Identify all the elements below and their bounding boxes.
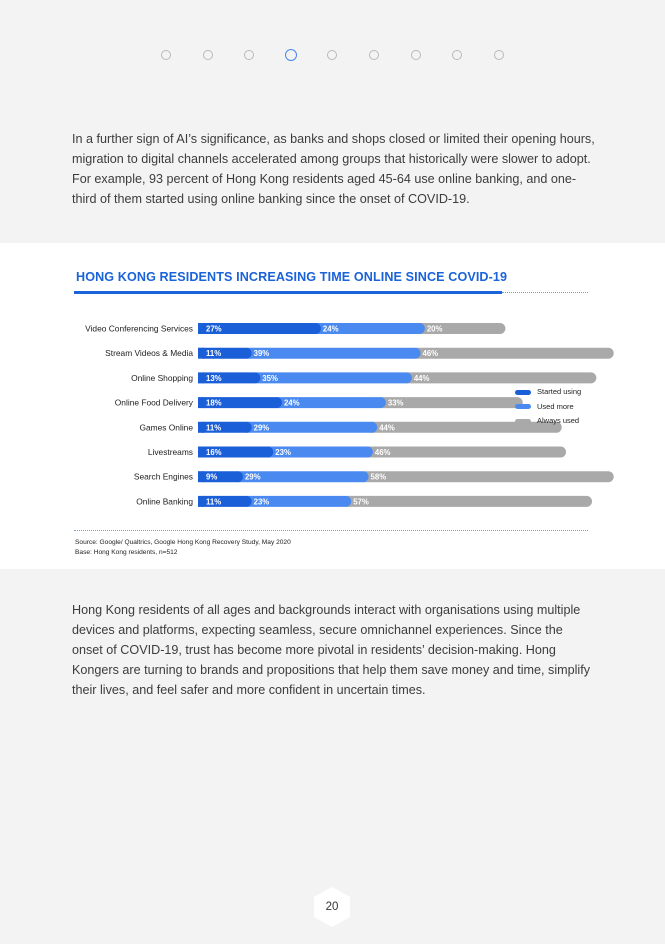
legend-item — [515, 385, 581, 400]
data-label: 11% — [206, 423, 222, 433]
data-label: 24% — [283, 398, 300, 408]
legend-label: Used more — [537, 401, 574, 411]
bar-segment-started-using-edge — [198, 422, 204, 433]
pagination-dot[interactable] — [203, 50, 213, 60]
data-label: 23% — [253, 497, 270, 507]
category-label: Stream Videos & Media — [105, 348, 193, 359]
pagination-dot-active[interactable] — [285, 49, 297, 61]
data-label: 58% — [370, 472, 387, 482]
data-label: 18% — [206, 398, 222, 408]
data-label: 46% — [374, 448, 391, 457]
pagination-dot[interactable] — [452, 50, 462, 60]
legend-item — [515, 400, 581, 415]
data-label: 20% — [426, 324, 443, 334]
data-label: 29% — [253, 423, 270, 433]
bar-segment-started-using — [198, 471, 243, 482]
outro-paragraph: Hong Kong residents of all ages and backgrounds interact with organisations using multiple devices and platforms, expecting seamless, secure omnichannel experiences. Since the onset of COVID-19, trust has become more pivotal in residents’ decision-making. Hong Kongers are turning to brands and propositions that help them save money and time, simplify their lives, and feel safer and more confident in uncertain times. — [72, 603, 591, 697]
data-label: 27% — [206, 324, 222, 334]
chart-panel — [0, 243, 665, 569]
pagination-dot[interactable] — [494, 50, 504, 60]
bar-segment-always-used — [359, 471, 614, 482]
legend-swatch — [515, 390, 531, 395]
data-label: 29% — [244, 472, 261, 482]
data-label: 23% — [275, 448, 291, 457]
category-label: Video Conferencing Services — [85, 323, 193, 334]
bar-segment-started-using-edge — [198, 323, 204, 334]
legend-swatch — [515, 419, 531, 424]
category-label: Games Online — [139, 422, 193, 433]
data-label: 44% — [379, 423, 395, 433]
data-label: 11% — [206, 497, 222, 507]
pagination-dot[interactable] — [411, 50, 421, 60]
bar-segment-always-used — [341, 496, 592, 507]
bar-segment-started-using-edge — [198, 447, 204, 458]
legend-item — [515, 414, 581, 429]
page-number: 20 — [325, 901, 339, 913]
data-label: 33% — [387, 398, 404, 408]
category-label: Online Food Delivery — [114, 397, 193, 408]
bar-segment-started-using-edge — [198, 372, 204, 383]
pagination-dots — [0, 50, 665, 64]
source-note: Source: Google/ Qualtrics, Google Hong Kong Recovery Study, May 2020 — [75, 539, 291, 546]
data-label: 35% — [262, 373, 278, 383]
data-label: 57% — [353, 497, 369, 507]
legend-label: Always used — [537, 416, 580, 425]
legend-label: Started using — [537, 387, 582, 396]
base-note: Base: Hong Kong residents, n=512 — [75, 549, 178, 556]
pagination-dot[interactable] — [369, 50, 379, 60]
bar-segment-started-using-edge — [198, 348, 204, 359]
bar-segment-always-used — [411, 348, 614, 359]
chart-legend — [515, 385, 581, 429]
data-label: 39% — [253, 349, 270, 359]
bar-segment-always-used — [363, 447, 566, 458]
data-label: 13% — [206, 373, 222, 383]
category-label: Online Shopping — [131, 372, 193, 383]
data-label: 9% — [206, 472, 218, 482]
legend-swatch — [515, 404, 531, 409]
bar-segment-always-used — [402, 372, 597, 383]
category-label: Online Banking — [136, 496, 193, 507]
category-label: Livestreams — [147, 447, 193, 457]
pagination-dot[interactable] — [327, 50, 337, 60]
bar-segment-started-using-edge — [198, 397, 204, 408]
bar-segment-started-using-edge — [198, 471, 204, 482]
data-label: 16% — [206, 448, 222, 457]
data-label: 11% — [206, 349, 222, 359]
pagination-dot[interactable] — [161, 50, 171, 60]
data-label: 44% — [413, 373, 430, 383]
data-label: 24% — [322, 324, 339, 334]
chart-title: HONG KONG RESIDENTS INCREASING TIME ONLINE SINCE COVID-19 — [76, 270, 508, 284]
pagination-dot[interactable] — [244, 50, 254, 60]
source-divider — [74, 530, 588, 531]
intro-paragraph: In a further sign of AI’s significance, as banks and shops closed or limited their opening hours, migration to digital channels accelerated among groups that historically were slower to adopt. For example, 93 percent of Hong Kong residents aged 45-64 use online banking, and one-third of them started using online banking since the onset of COVID-19. — [72, 132, 595, 206]
category-label: Search Engines — [133, 471, 193, 482]
data-label: 46% — [422, 349, 439, 359]
bar-segment-started-using-edge — [198, 496, 204, 507]
